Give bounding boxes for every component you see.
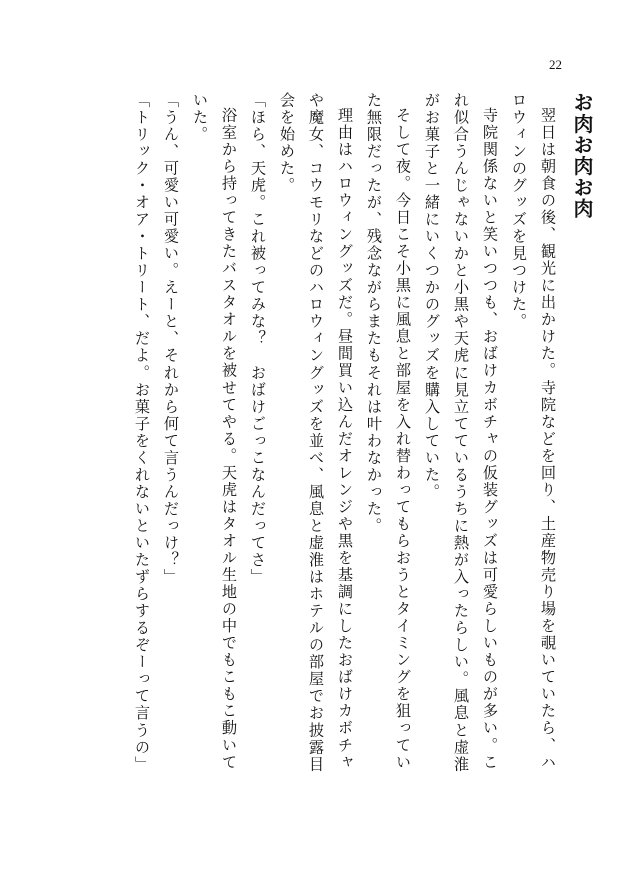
dialogue-line: 「うん、可愛い可愛い。えーと、それから何て言うんだっけ？」 xyxy=(162,92,180,586)
text-line: そして夜。今日こそ小黒に風息と部屋を入れ替わってもらおうとタイミングを狙ってい xyxy=(394,107,412,772)
text-line: 会を始めた。 xyxy=(278,92,296,195)
text-line: 理由はハロウィングッズだ。昼間買い込んだオレンジや黒を基調にしたおばけカボチャ xyxy=(336,107,354,772)
chapter-title: お肉お肉お肉 xyxy=(570,92,594,220)
text-line: ロウィンのグッズを見つけた。 xyxy=(510,92,528,331)
text-line: がお菓子と一緒にいくつかのグッズを購入していた。 xyxy=(423,92,441,501)
dialogue-line: 「ほら、天虎。これ被ってみな？ おばけごっこなんだってさ」 xyxy=(249,92,267,586)
vertical-text-block xyxy=(26,92,596,832)
text-line: 浴室から持ってきたバスタオルを被せてやる。天虎はタオル生地の中でもこもこ動いて xyxy=(220,107,238,772)
text-line: や魔女、コウモリなどのハロウィングッズを並べ、風息と虚淮はホテルの部屋でお披露目 xyxy=(307,92,325,773)
page-number: 22 xyxy=(549,57,562,72)
text-line: た無限だったが、残念ながらまたもそれは叶わなかった。 xyxy=(365,92,383,535)
text-line: いた。 xyxy=(191,92,209,144)
text-line: れ似合うんじゃないかと小黒や天虎に見立てているうちに熱が入ったらしい。風息と虚淮 xyxy=(452,92,470,773)
text-line: 寺院関係ないと笑いつつも、おばけカボチャの仮装グッズは可愛らしいものが多い。こ xyxy=(481,107,499,772)
dialogue-line: 「トリック・オア・トリート、だよ。お菓子をくれないといたずらするぞーって言うの」 xyxy=(133,92,151,773)
text-line: 翌日は朝食の後、観光に出かけた。寺院などを回り、土産物売り場を覗いていたら、ハ xyxy=(539,107,557,772)
